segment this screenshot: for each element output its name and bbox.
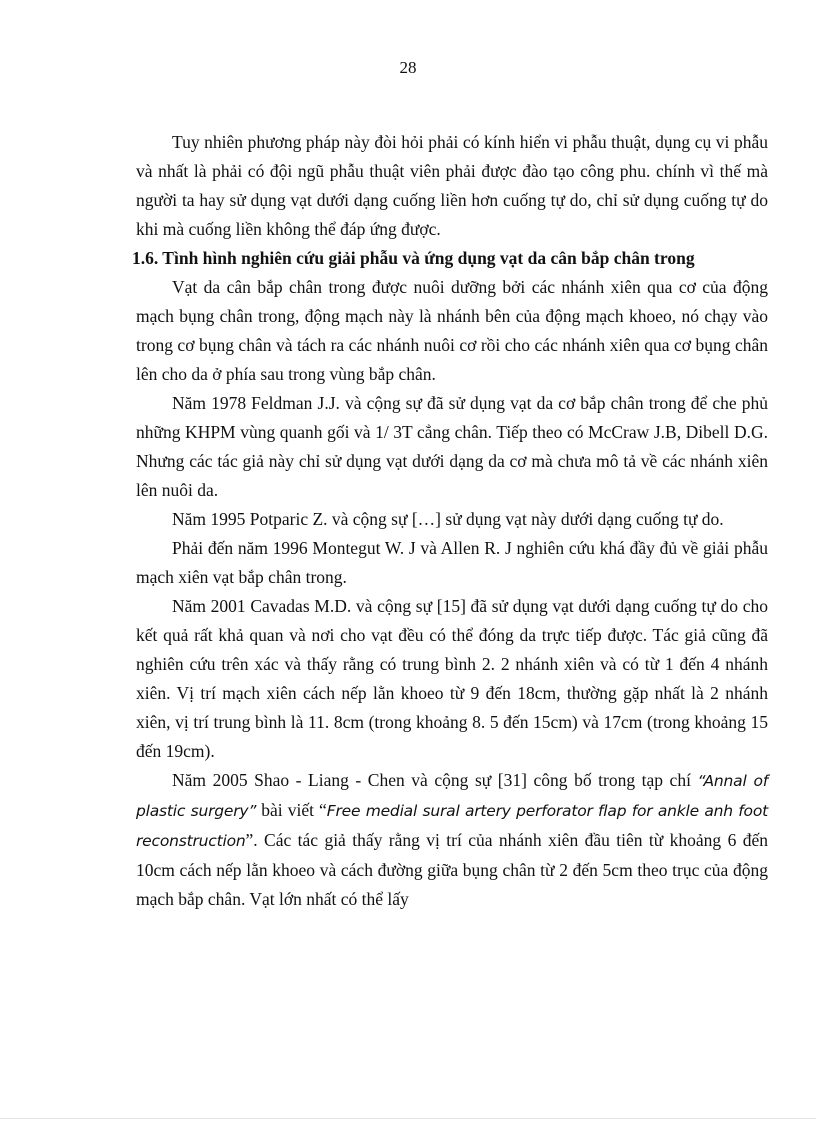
paragraph-text-end: ”. Các tác giả thấy rằng vị trí của nhánh xiên đầu tiên từ khoảng 6 đến 10cm cách nếp lằn khoeo và cách đường giữa bụng chân từ 2 đến 5cm theo trục của động mạch bắp chân. Vạt lớn nhất có thể lấy — [136, 830, 768, 909]
paragraph-potparic-1995: Năm 1995 Potparic Z. và cộng sự […] sử dụng vạt này dưới dạng cuống tự do. — [172, 509, 724, 529]
paragraph-feldman-1978: Năm 1978 Feldman J.J. và cộng sự đã sử dụng vạt da cơ bắp chân trong để che phủ những KHPM vùng quanh gối và 1/ 3T cẳng chân. Tiếp theo có McCraw J.B, Dibell D.G. Nhưng các tác giả này chỉ sử dụng vạt dưới dạng da cơ mà chưa mô tả về các nhánh xiên lên nuôi da. — [136, 393, 768, 500]
paragraph-text-middle: bài viết “ — [256, 800, 327, 820]
page-number: 28 — [399, 58, 417, 77]
document-body — [132, 128, 768, 914]
paragraph-cavadas-2001: Năm 2001 Cavadas M.D. và cộng sự [15] đã sử dụng vạt dưới dạng cuống tự do cho kết quả rất khả quan và nơi cho vạt đều có thể đóng da trực tiếp được. Tác giả cũng đã nghiên cứu trên xác và thấy rằng có trung bình 2. 2 nhánh xiên và có từ 1 đến 4 nhánh xiên. Vị trí mạch xiên cách nếp lằn khoeo từ 9 đến 18cm, thường gặp nhất là 2 nhánh xiên, vị trí trung bình là 11. 8cm (trong khoảng 8. 5 đến 15cm) và 17cm (trong khoảng 15 đến 19cm). — [136, 596, 768, 761]
paragraph-flap-anatomy: Vạt da cân bắp chân trong được nuôi dưỡng bởi các nhánh xiên qua cơ của động mạch bụng chân trong, động mạch này là nhánh bên của động mạch khoeo, nó chạy vào trong cơ bụng chân và tách ra các nhánh nuôi cơ rồi cho các nhánh xiên qua cơ bụng chân lên cho da ở phía sau trong vùng bắp chân. — [136, 277, 768, 384]
paragraph-text-start: Năm 2005 Shao - Liang - Chen và cộng sự [31] công bố trong tạp chí — [172, 770, 698, 790]
article-title: Free medial sural artery perforator flap for ankle anh foot reconstruction — [136, 802, 768, 850]
section-heading-1-6: 1.6. Tình hình nghiên cứu giải phẫu và ứng dụng vạt da cân bắp chân trong — [132, 248, 695, 268]
paragraph-shao-liang-chen-2005 — [136, 766, 768, 914]
paragraph-microsurgery: Tuy nhiên phương pháp này đòi hỏi phải có kính hiển vi phẫu thuật, dụng cụ vi phẫu và nhất là phải có đội ngũ phẫu thuật viên phải được đào tạo công phu. chính vì thế mà người ta hay sử dụng vạt dưới dạng cuống liền hơn cuống tự do, chỉ sử dụng cuống tự do khi mà cuống liền không thể đáp ứng được. — [136, 132, 768, 239]
page-bottom-edge — [0, 1118, 816, 1119]
journal-name: “Annal of plastic surgery” — [136, 772, 768, 820]
paragraph-montegut-1996: Phải đến năm 1996 Montegut W. J và Allen R. J nghiên cứu khá đầy đủ về giải phẫu mạch xiên vạt bắp chân trong. — [136, 538, 768, 587]
